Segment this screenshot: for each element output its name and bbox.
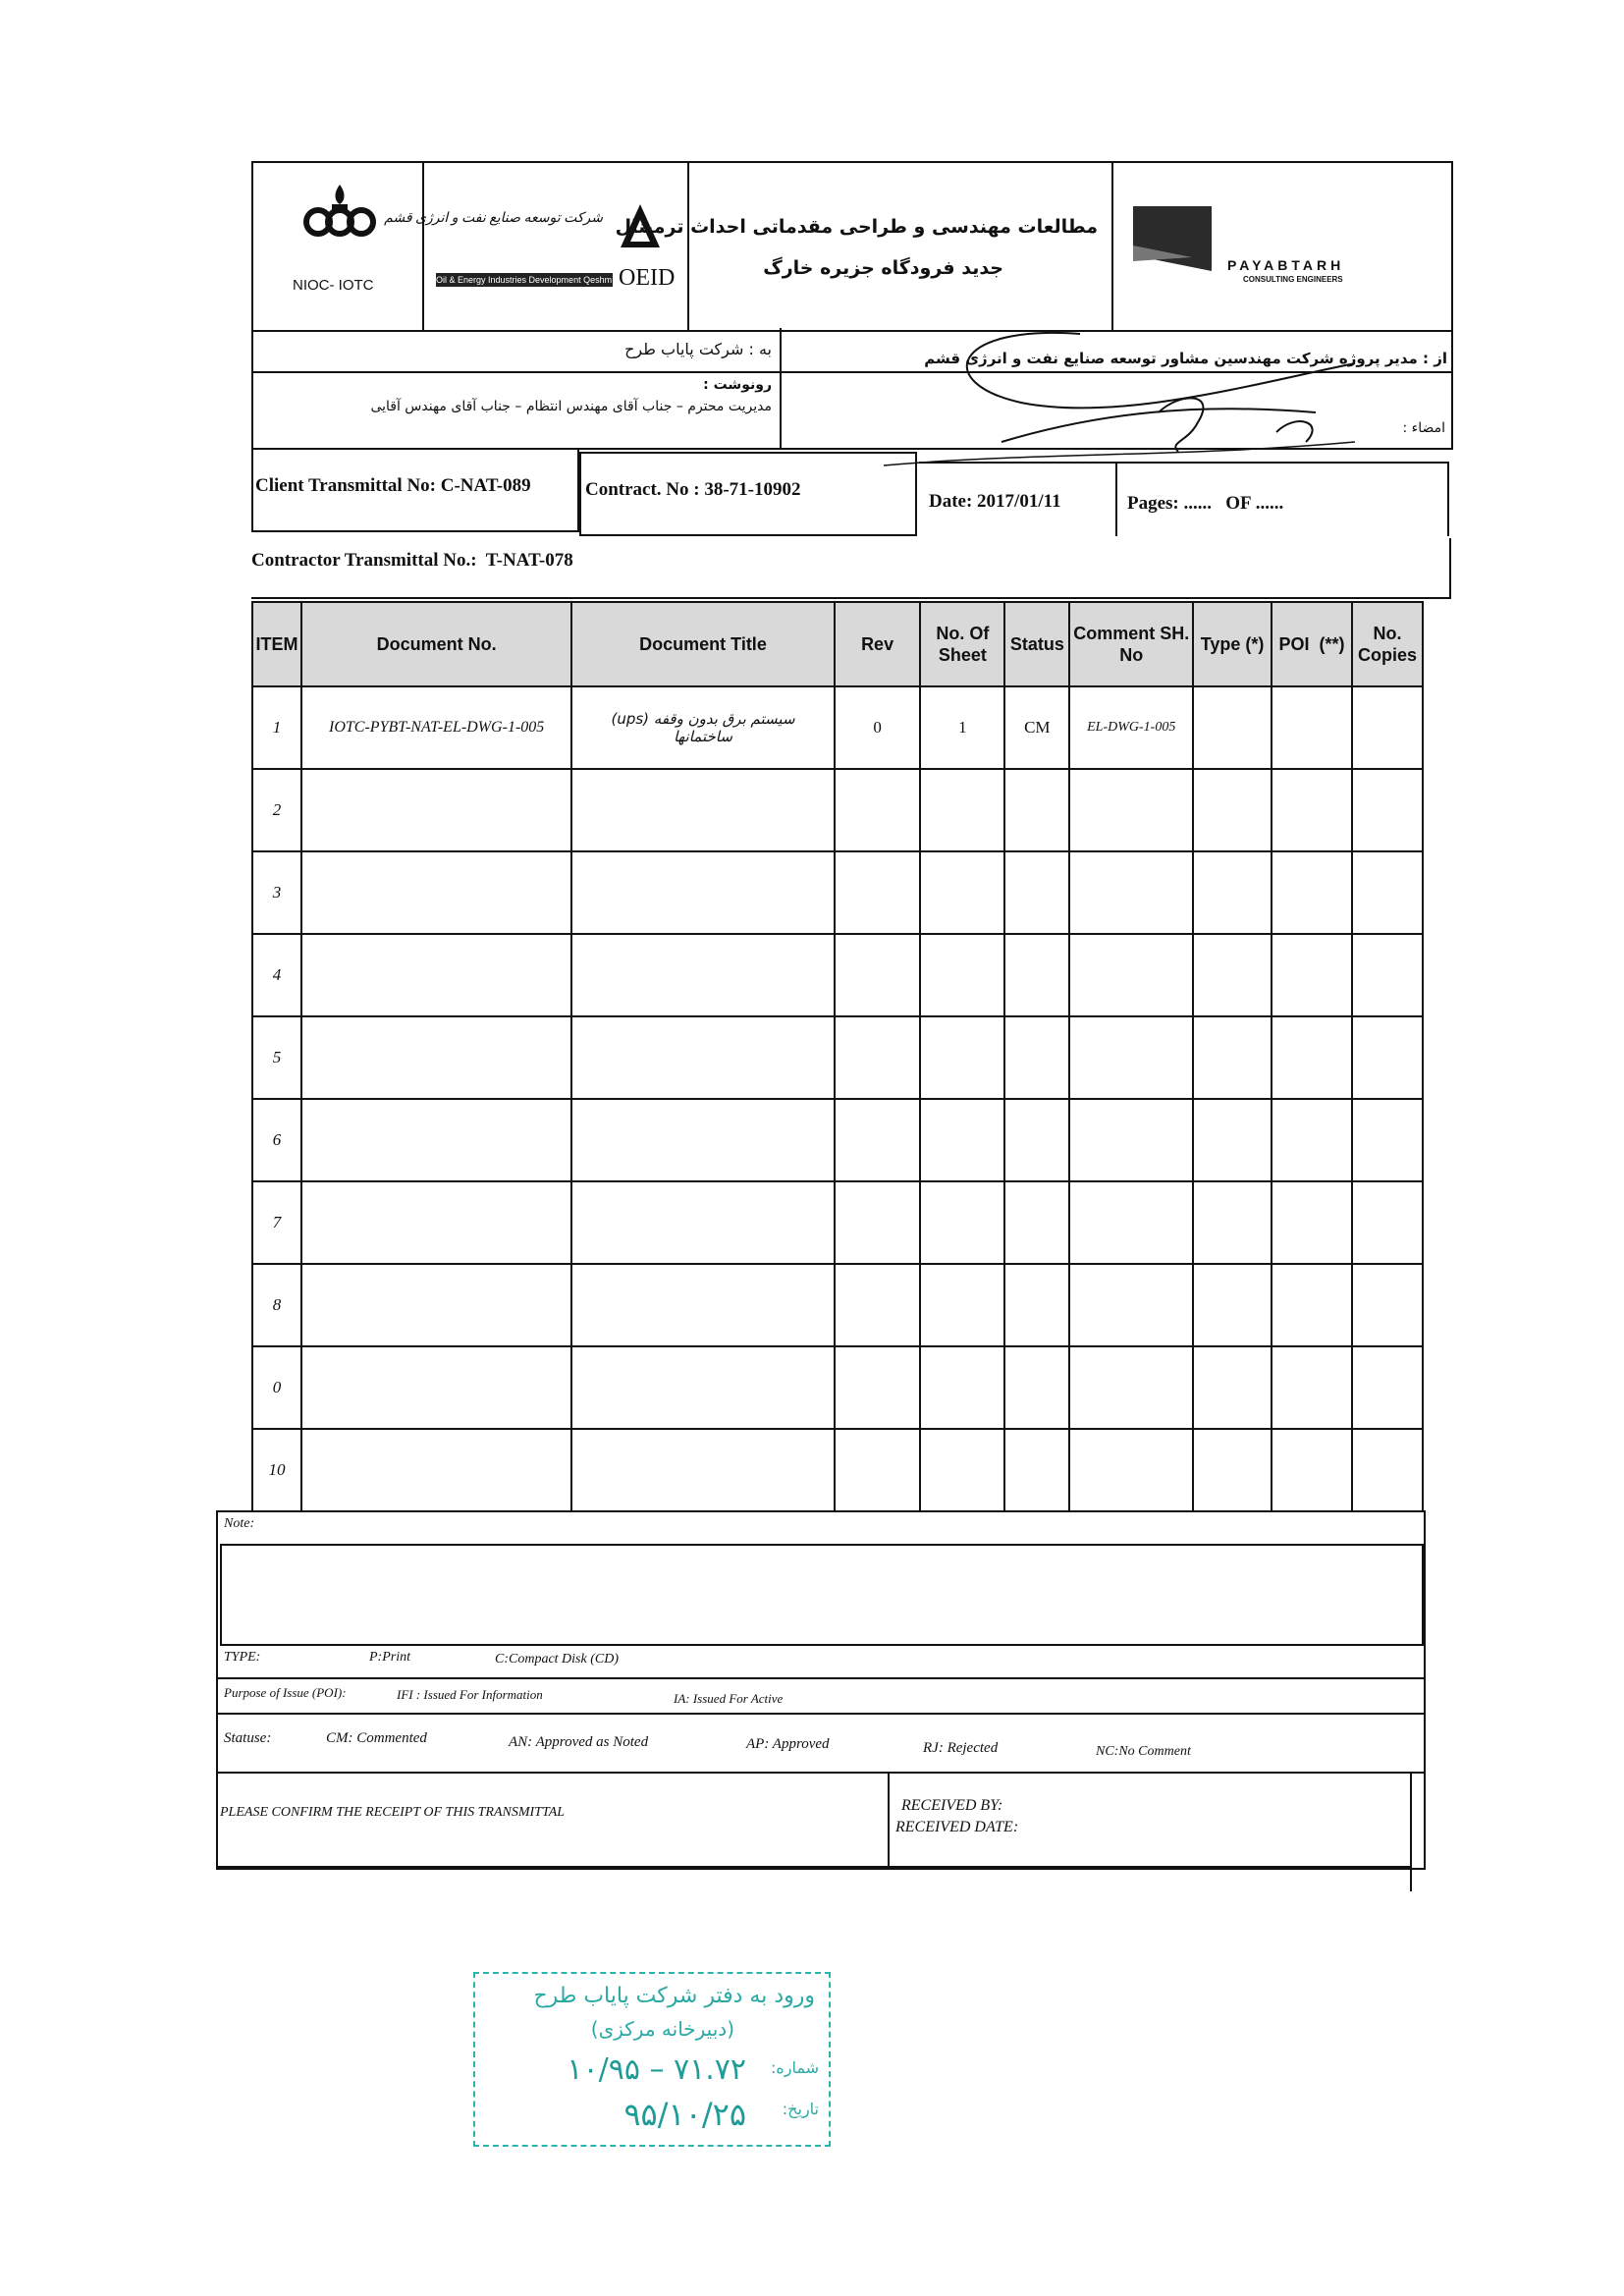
cell-status	[1004, 769, 1069, 851]
cell-document-title	[571, 1429, 834, 1511]
oeid-persian-name: شرکت توسعه صنایع نفت و انرژی قشم	[384, 211, 603, 226]
cell-comment-sh-no	[1069, 851, 1193, 934]
poi-ia: IA: Issued For Active	[674, 1691, 784, 1706]
cell-poi	[1272, 1016, 1352, 1099]
status-label: Statuse:	[224, 1730, 272, 1746]
cell-comment-sh-no	[1069, 1264, 1193, 1346]
cell-document-no	[301, 1429, 571, 1511]
cell-item: 4	[252, 934, 301, 1016]
payabtarh-name: PAYABTARH	[1227, 257, 1345, 273]
poi-ifi: IFI : Issued For Information	[397, 1687, 543, 1702]
receipt-stamp	[473, 1972, 831, 2147]
cell-no-of-sheet	[920, 769, 1004, 851]
cell-type	[1193, 1346, 1272, 1429]
cell-document-title: سیستم برق بدون وقفه (ups) ساختمانها	[571, 686, 834, 769]
table-row	[252, 686, 1423, 769]
received-divider	[888, 1774, 890, 1868]
cell-item: 6	[252, 1099, 301, 1181]
cell-no-copies	[1352, 769, 1423, 851]
legend-bottom-border	[216, 1866, 1412, 1868]
cell-status: CM	[1004, 686, 1069, 769]
table-row	[252, 1181, 1423, 1264]
status-nc: NC:No Comment	[1096, 1744, 1191, 1759]
client-transmittal: Client Transmittal No: C-NAT-089	[255, 475, 531, 496]
cell-type	[1193, 851, 1272, 934]
cell-status	[1004, 1016, 1069, 1099]
cell-type	[1193, 1181, 1272, 1264]
cell-document-title	[571, 769, 834, 851]
date-field: Date: 2017/01/11	[929, 491, 1061, 512]
cell-comment-sh-no	[1069, 934, 1193, 1016]
cell-status	[1004, 1346, 1069, 1429]
col-header-no-of-sheet: No. Of Sheet	[920, 602, 1004, 686]
to-field: به : شرکت پایاب طرح	[624, 340, 772, 358]
cell-document-title	[571, 851, 834, 934]
cell-document-no	[301, 851, 571, 934]
contract-no: Contract. No : 38-71-10902	[585, 479, 801, 500]
oeid-logo-cell	[384, 163, 689, 330]
cell-no-of-sheet: 1	[920, 686, 1004, 769]
table-row	[252, 934, 1423, 1016]
cell-status	[1004, 1099, 1069, 1181]
type-label: TYPE:	[224, 1650, 261, 1665]
cc-label: رونوشت :	[703, 377, 772, 393]
addressing-divider	[780, 328, 782, 371]
type-print: P:Print	[369, 1650, 410, 1665]
cell-type	[1193, 1429, 1272, 1511]
cell-type	[1193, 686, 1272, 769]
cell-rev	[835, 1099, 921, 1181]
cell-poi	[1272, 1181, 1352, 1264]
cell-status	[1004, 1264, 1069, 1346]
cell-item: 1	[252, 686, 301, 769]
cell-poi	[1272, 686, 1352, 769]
cc-value: مدیریت محترم – جناب آقای مهندس انتظام – جناب آقای مهندس آقایی	[370, 399, 772, 414]
cell-poi	[1272, 769, 1352, 851]
cell-comment-sh-no: EL-DWG-1-005	[1069, 686, 1193, 769]
cell-comment-sh-no	[1069, 1429, 1193, 1511]
note-label: Note:	[224, 1516, 255, 1531]
cell-no-copies	[1352, 1264, 1423, 1346]
nioc-logo-text: NIOC- IOTC	[293, 277, 374, 294]
payabtarh-sub: CONSULTING ENGINEERS	[1243, 275, 1343, 284]
received-by: RECEIVED BY:	[901, 1797, 1003, 1814]
cell-status	[1004, 934, 1069, 1016]
cell-no-copies	[1352, 1181, 1423, 1264]
cell-rev	[835, 1016, 921, 1099]
cell-comment-sh-no	[1069, 1016, 1193, 1099]
cell-type	[1193, 1264, 1272, 1346]
cell-no-copies	[1352, 1016, 1423, 1099]
cell-item: 2	[252, 769, 301, 851]
stamp-line1: ورود به دفتر شرکت پایاب طرح	[533, 1984, 815, 2008]
client-transmittal-cell	[251, 448, 579, 532]
status-rj: RJ: Rejected	[923, 1740, 999, 1756]
date-cell	[919, 462, 1117, 536]
cell-no-copies	[1352, 1099, 1423, 1181]
cell-document-no	[301, 1181, 571, 1264]
oeid-band: Oil & Energy Industries Development Qeshm	[436, 275, 613, 285]
addressing-divider-2	[780, 371, 782, 448]
status-an: AN: Approved as Noted	[509, 1734, 649, 1750]
stamp-number-label: شماره:	[770, 2058, 819, 2077]
sign-label: امضاء :	[1402, 420, 1445, 436]
cell-document-no	[301, 1264, 571, 1346]
legend-line-3	[218, 1772, 1424, 1774]
col-header-poi: POI (**)	[1272, 602, 1352, 686]
cell-item: 10	[252, 1429, 301, 1511]
table-row	[252, 769, 1423, 851]
table-header-row	[252, 602, 1423, 686]
cell-poi	[1272, 851, 1352, 934]
confirm-receipt: PLEASE CONFIRM THE RECEIPT OF THIS TRANSMITTAL	[220, 1805, 566, 1820]
cell-comment-sh-no	[1069, 769, 1193, 851]
cell-document-title	[571, 1264, 834, 1346]
cell-document-title	[571, 1099, 834, 1181]
cell-rev	[835, 1429, 921, 1511]
cell-rev	[835, 1264, 921, 1346]
cell-no-copies	[1352, 851, 1423, 934]
stamp-line2: (دبیرخانه مرکزی)	[590, 2017, 734, 2041]
cell-document-no: IOTC-PYBT-NAT-EL-DWG-1-005	[301, 686, 571, 769]
cell-document-title	[571, 1181, 834, 1264]
stamp-date-value: ۹۵/۱۰/۲۵	[623, 2096, 746, 2133]
status-ap: AP: Approved	[746, 1736, 830, 1752]
cell-poi	[1272, 1264, 1352, 1346]
legend-line-2	[218, 1713, 1424, 1715]
cell-item: 3	[252, 851, 301, 934]
from-field: از : مدیر پروژه شرکت مهندسین مشاور توسعه صنایع نفت و انرژی قشم	[924, 350, 1447, 367]
cell-document-title	[571, 1346, 834, 1429]
table-row	[252, 851, 1423, 934]
cell-no-of-sheet	[920, 1429, 1004, 1511]
cell-no-of-sheet	[920, 1181, 1004, 1264]
cell-poi	[1272, 934, 1352, 1016]
cell-document-no	[301, 769, 571, 851]
cell-no-of-sheet	[920, 934, 1004, 1016]
cell-comment-sh-no	[1069, 1346, 1193, 1429]
poi-label: Purpose of Issue (POI):	[224, 1685, 347, 1700]
documents-table	[251, 601, 1424, 1512]
stamp-number-value: ۱۰/۹۵ – ۷۱.۷۲	[567, 2052, 746, 2087]
cell-rev	[835, 1346, 921, 1429]
type-cd: C:Compact Disk (CD)	[495, 1652, 619, 1667]
nioc-logo-icon	[298, 183, 381, 242]
cell-no-of-sheet	[920, 851, 1004, 934]
cell-rev	[835, 934, 921, 1016]
project-title-line2: جدید فرودگاه جزیره خارگ	[763, 257, 1003, 279]
cell-no-of-sheet	[920, 1264, 1004, 1346]
cell-rev	[835, 1181, 921, 1264]
cell-no-copies	[1352, 1429, 1423, 1511]
cell-no-of-sheet	[920, 1346, 1004, 1429]
cell-rev: 0	[835, 686, 921, 769]
cell-type	[1193, 1099, 1272, 1181]
legend-right-border	[1410, 1772, 1412, 1891]
stamp-date-label: تاریخ:	[782, 2100, 819, 2118]
cell-status	[1004, 1181, 1069, 1264]
col-header-item: ITEM	[252, 602, 301, 686]
table-row	[252, 1016, 1423, 1099]
cell-item: 7	[252, 1181, 301, 1264]
note-box	[220, 1544, 1424, 1646]
cell-no-of-sheet	[920, 1016, 1004, 1099]
cell-no-copies	[1352, 686, 1423, 769]
col-header-rev: Rev	[835, 602, 921, 686]
legend-block	[216, 1510, 1426, 1870]
cell-comment-sh-no	[1069, 1099, 1193, 1181]
cell-document-no	[301, 1346, 571, 1429]
col-header-no-copies: No. Copies	[1352, 602, 1423, 686]
cell-document-title	[571, 934, 834, 1016]
cell-rev	[835, 769, 921, 851]
pages-cell	[1117, 462, 1449, 536]
cell-poi	[1272, 1099, 1352, 1181]
cell-item: 8	[252, 1264, 301, 1346]
project-title-line1: مطالعات مهندسی و طراحی مقدماتی احداث ترمینال	[615, 216, 1098, 238]
cell-comment-sh-no	[1069, 1181, 1193, 1264]
oeid-logo-text: OEID	[619, 265, 676, 291]
cell-type	[1193, 769, 1272, 851]
col-header-document-no: Document No.	[301, 602, 571, 686]
status-cm: CM: Commented	[326, 1730, 427, 1746]
nioc-logo-cell	[253, 163, 424, 330]
cell-document-title	[571, 1016, 834, 1099]
contractor-transmittal: Contractor Transmittal No.: T-NAT-078	[251, 550, 573, 571]
col-header-type: Type (*)	[1193, 602, 1272, 686]
cell-type	[1193, 1016, 1272, 1099]
legend-line-1	[218, 1677, 1424, 1679]
col-header-comment-sh-no: Comment SH. No	[1069, 602, 1193, 686]
received-date: RECEIVED DATE:	[895, 1819, 1019, 1835]
cell-status	[1004, 1429, 1069, 1511]
table-row	[252, 1429, 1423, 1511]
table-row	[252, 1346, 1423, 1429]
table-row	[252, 1264, 1423, 1346]
contractor-row	[251, 538, 1451, 599]
cell-item: 5	[252, 1016, 301, 1099]
cell-item: 0	[252, 1346, 301, 1429]
cell-no-of-sheet	[920, 1099, 1004, 1181]
col-header-status: Status	[1004, 602, 1069, 686]
table-row	[252, 1099, 1423, 1181]
cell-no-copies	[1352, 1346, 1423, 1429]
col-header-document-title: Document Title	[571, 602, 834, 686]
transmittal-row	[251, 448, 1449, 534]
cell-rev	[835, 851, 921, 934]
cell-no-copies	[1352, 934, 1423, 1016]
cell-document-no	[301, 1099, 571, 1181]
contract-cell	[579, 452, 917, 536]
cell-status	[1004, 851, 1069, 934]
cell-poi	[1272, 1346, 1352, 1429]
pages-field: Pages: ...... OF ......	[1127, 493, 1284, 514]
cell-poi	[1272, 1429, 1352, 1511]
cell-document-no	[301, 1016, 571, 1099]
payabtarh-logo-icon	[1133, 206, 1212, 285]
cell-document-no	[301, 934, 571, 1016]
cell-type	[1193, 934, 1272, 1016]
